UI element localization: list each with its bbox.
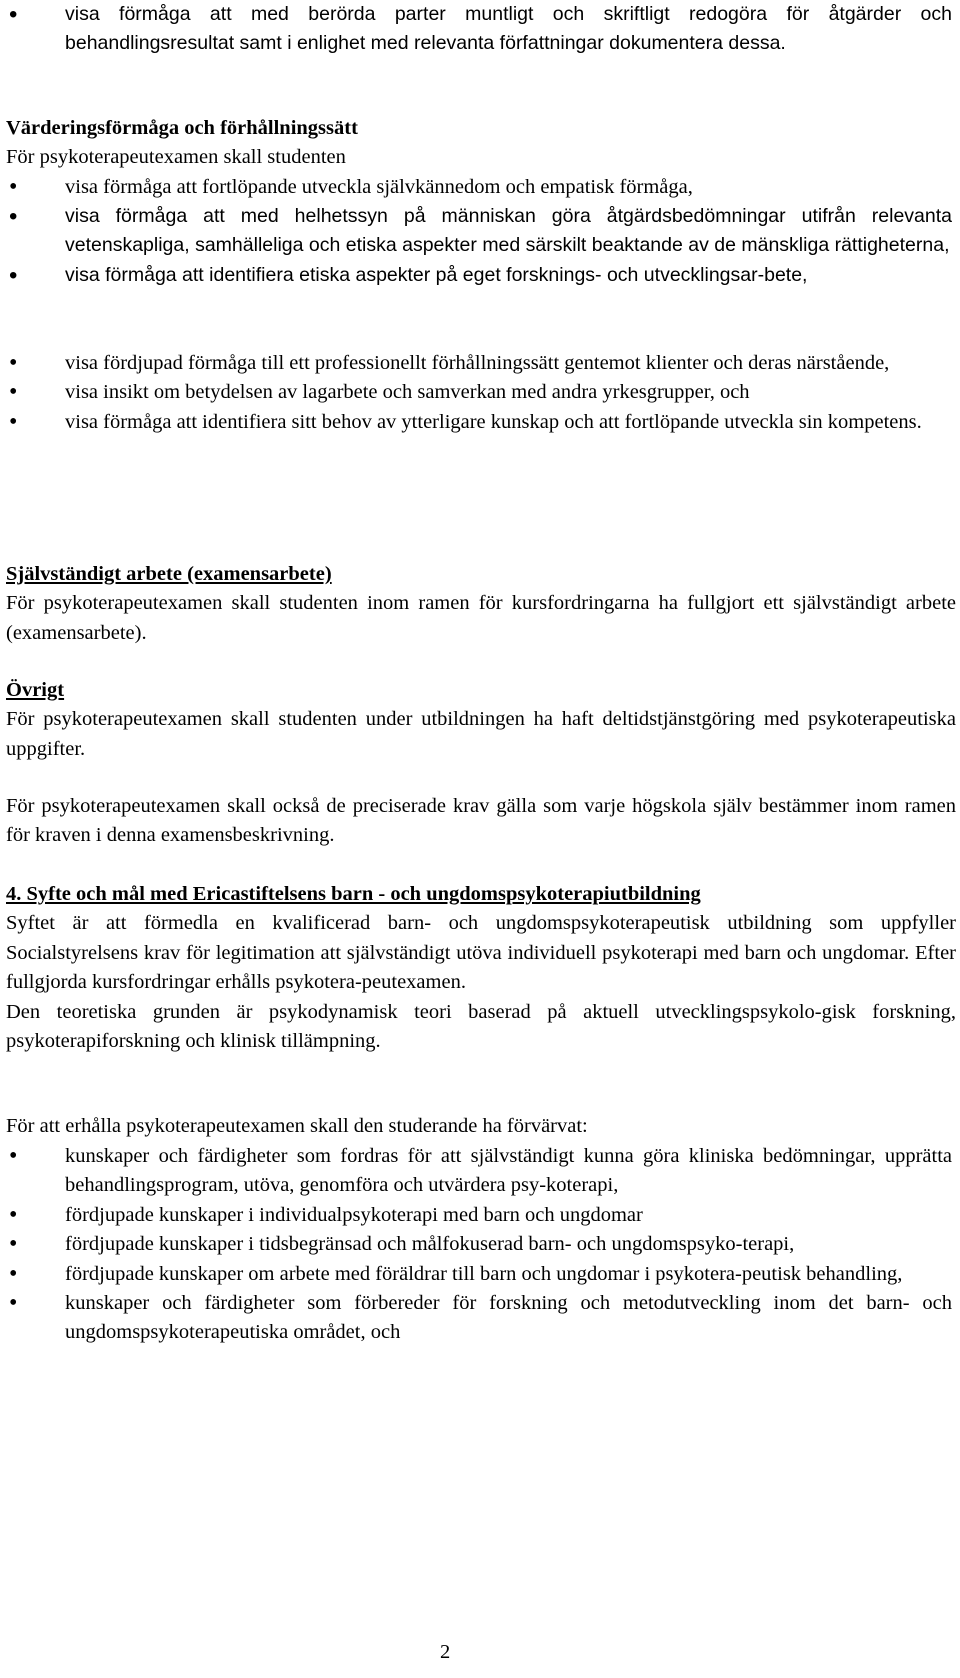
section-4-intro bbox=[6, 1112, 956, 1141]
list-item: • visa förmåga att med berörda parter muntligt och skriftligt redogöra för åtgärder och behandlingsresultat samt i enlighet med relevanta författningar dokumentera dessa. bbox=[6, 0, 956, 59]
section-text: Syftet är att förmedla en kvalificerad barn- och ungdomspsykoterapeutisk utbildning som uppfyller Socialstyrelsens krav för legitimation att självständigt utöva individuell psykoterapi med barn och ungdomar. Efter fullgjorda kursfordringar erhålls psykotera-peutexamen. bbox=[6, 912, 956, 994]
list-item: • fördjupade kunskaper i tidsbegränsad och målfokuserad barn- och ungdomspsyko-terapi, bbox=[6, 1230, 956, 1259]
section-heading: 4. Syfte och mål med Ericastiftelsens barn - och ungdomspsykoterapiutbildning bbox=[6, 883, 701, 905]
list-item: • fördjupade kunskaper om arbete med föräldrar till barn och ungdomar i psykotera-peutisk behandling, bbox=[6, 1260, 956, 1289]
section-heading: Värderingsförmåga och förhållningssätt bbox=[6, 117, 358, 139]
section-text: För psykoterapeutexamen skall studenten inom ramen för kursfordringarna ha fullgjort ett självständigt arbete (examensarbete). bbox=[6, 592, 956, 644]
page-number: 2 bbox=[440, 1641, 451, 1663]
section-text: För psykoterapeutexamen skall studenten under utbildningen ha haft deltidstjänstgöring med psykoterapeutiska uppgifter. bbox=[6, 708, 956, 760]
list-item: • visa insikt om betydelsen av lagarbete och samverkan med andra yrkesgrupper, och bbox=[6, 378, 956, 407]
list-item: • visa förmåga att med helhetssyn på människan göra åtgärdsbedömningar utifrån relevanta vetenskapliga, samhälleliga och etiska aspekter med särskilt beaktande av de mänskliga rättigheterna, bbox=[6, 202, 956, 261]
ovrigt-section bbox=[6, 676, 956, 764]
section-text: För psykoterapeutexamen skall också de preciserade krav gälla som varje högskola själv bestämmer inom ramen för kraven i denna examensbeskrivning. bbox=[6, 795, 956, 847]
list-item: • visa förmåga att identifiera sitt behov av ytterligare kunskap och att fortlöpande utveckla sin kompetens. bbox=[6, 408, 956, 437]
section-4 bbox=[6, 880, 956, 1056]
top-bullet-list bbox=[6, 0, 956, 59]
section-4-bullets bbox=[6, 1142, 956, 1348]
list-item: • visa förmåga att fortlöpande utveckla självkännedom och empatisk förmåga, bbox=[6, 173, 956, 202]
section-text: Den teoretiska grunden är psykodynamisk teori baserad på aktuell utvecklingspsykolo-gisk forskning, psykoterapiforskning och klinisk tillämpning. bbox=[6, 1000, 956, 1053]
vardering-bullets-sans bbox=[6, 202, 956, 290]
list-item: • kunskaper och färdigheter som fordras för att självständigt kunna göra kliniska bedömningar, upprätta behandlingsprogram, utöva, genomföra och utvärdera psy-koterapi, bbox=[6, 1142, 956, 1201]
ovrigt-section-2 bbox=[6, 792, 956, 851]
vardering-bullets-serif bbox=[6, 349, 956, 437]
section-heading: Övrigt bbox=[6, 679, 65, 701]
section-intro: För psykoterapeutexamen skall studenten bbox=[6, 146, 346, 169]
sjalvstandigt-section bbox=[6, 560, 956, 648]
list-item: • kunskaper och färdigheter som förbereder för forskning och metodutveckling inom det barn- och ungdomspsykoterapeutiska området, och bbox=[6, 1289, 956, 1348]
section-intro: För att erhålla psykoterapeutexamen skall den studerande ha förvärvat: bbox=[6, 1115, 588, 1137]
vardering-section bbox=[6, 114, 956, 173]
list-item: • fördjupade kunskaper i individualpsykoterapi med barn och ungdomar bbox=[6, 1201, 956, 1230]
section-heading: Självständigt arbete (examensarbete) bbox=[6, 563, 332, 585]
list-item: • visa förmåga att identifiera etiska aspekter på eget forsknings- och utvecklingsar-bete, bbox=[6, 261, 956, 290]
list-item: • visa fördjupad förmåga till ett professionellt förhållningssätt gentemot klienter och deras närstående, bbox=[6, 349, 956, 378]
vardering-bullets bbox=[6, 173, 956, 202]
